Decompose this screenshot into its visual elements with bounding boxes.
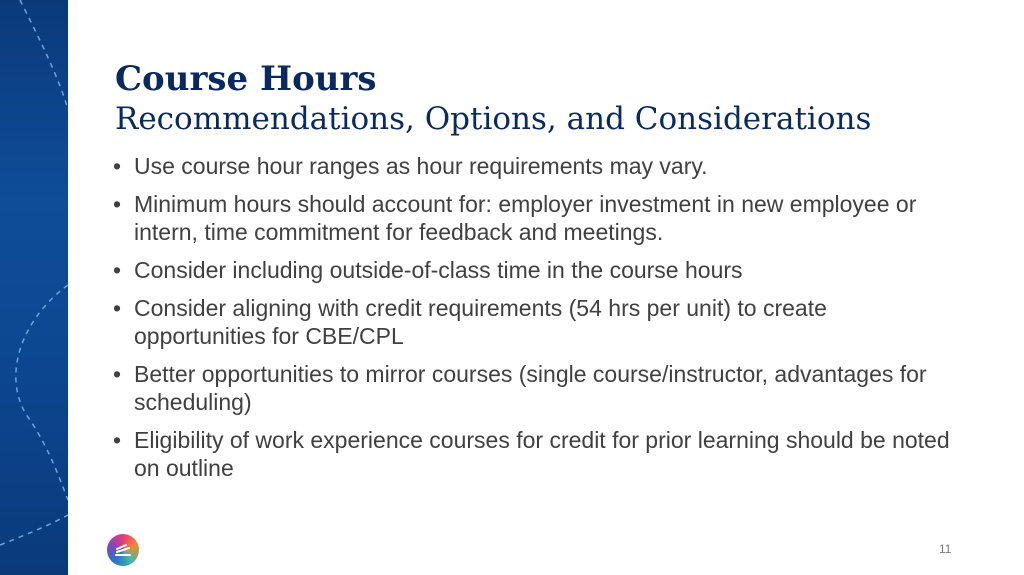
bullet-icon: • [113, 191, 122, 217]
bullet-icon: • [113, 427, 122, 453]
list-item [113, 360, 953, 416]
bullet-text: Consider including outside-of-class time in the course hours [134, 257, 743, 283]
title-block [115, 58, 871, 138]
slide-subtitle: Recommendations, Options, and Considerations [115, 101, 872, 137]
bullet-text: Eligibility of work experience courses for credit for prior learning should be noted on outline [134, 427, 950, 481]
bullet-icon: • [113, 295, 122, 321]
list-item [113, 256, 953, 284]
list-item [113, 294, 953, 350]
dashed-curves-decoration [0, 0, 68, 575]
bullet-text: Better opportunities to mirror courses (single course/instructor, advantages for scheduling) [134, 361, 927, 415]
slide-title: Course Hours [115, 59, 377, 99]
logo-mark-icon [114, 542, 132, 558]
bullet-list [113, 152, 953, 492]
page-number: 11 [939, 542, 952, 556]
bullet-text: Consider aligning with credit requirements (54 hrs per unit) to create opportunities for CBE/CPL [134, 295, 827, 349]
bullet-text: Minimum hours should account for: employer investment in new employee or intern, time commitment for feedback and meetings. [134, 191, 917, 245]
college-logo-icon [107, 534, 139, 566]
bullet-icon: • [113, 257, 122, 283]
bullet-text: Use course hour ranges as hour requirements may vary. [134, 153, 708, 179]
sidebar-decoration [0, 0, 68, 575]
list-item [113, 152, 953, 180]
bullet-icon: • [113, 153, 122, 179]
list-item [113, 426, 953, 482]
bullet-icon: • [113, 361, 122, 387]
list-item [113, 190, 953, 246]
